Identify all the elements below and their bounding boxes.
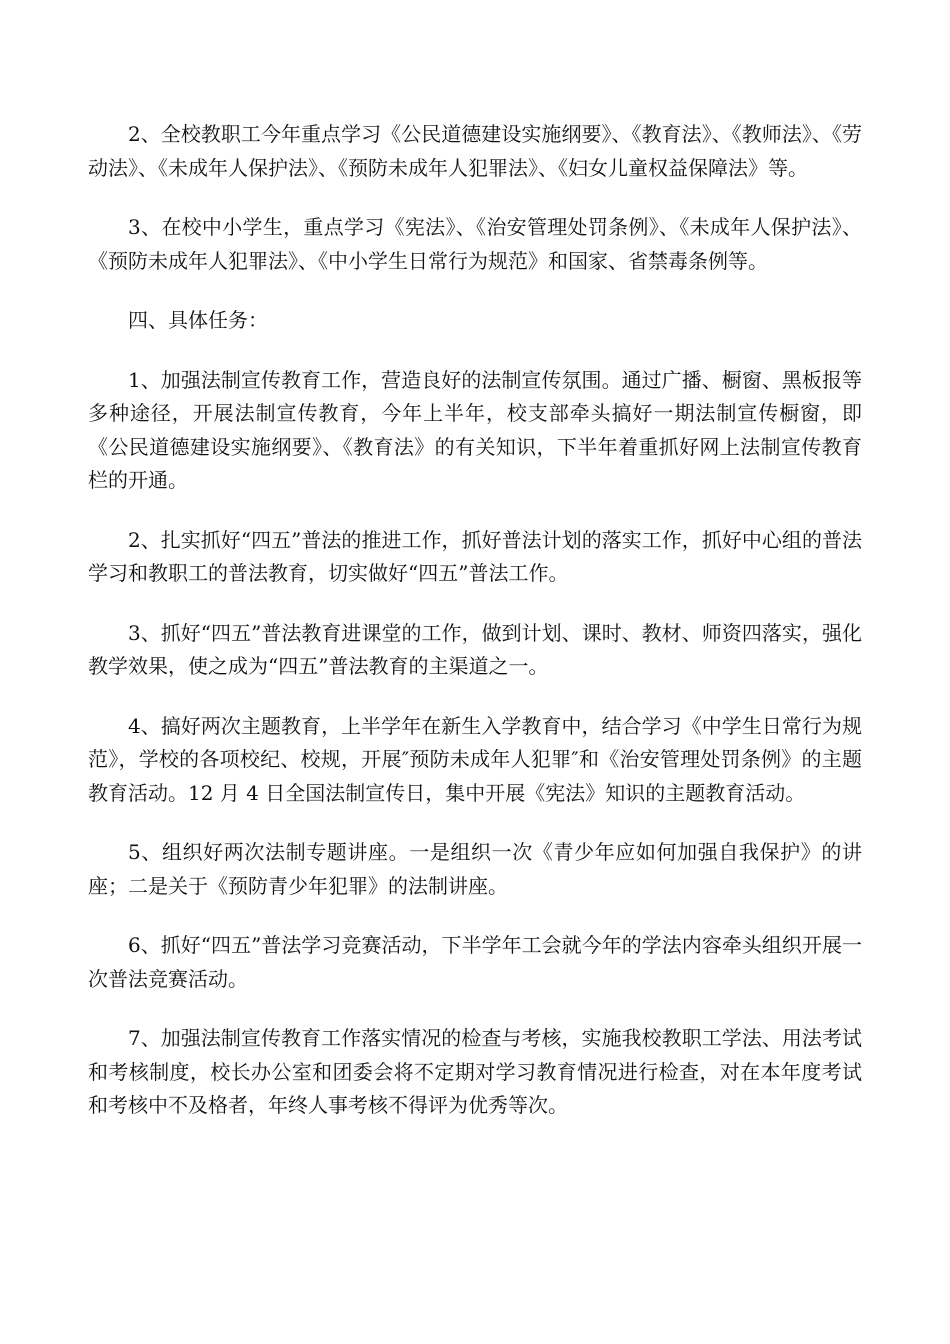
paragraph-task-7: 7、加强法制宣传教育工作落实情况的检查与考核，实施我校教职工学法、用法考试和考核制度，校长办公室和团委会将不定期对学习教育情况进行检查，对在本年度考试和考核中不及格者，年终人事考核不得评为优秀等次。 [88, 1026, 862, 1117]
paragraph-task-2: 2、扎实抓好“四五”普法的推进工作，抓好普法计划的落实工作，抓好中心组的普法学习和教职工的普法教育，切实做好“四五”普法工作。 [88, 527, 862, 585]
section-heading-tasks: 四、具体任务： [128, 308, 268, 332]
paragraph-student-study: 3、在校中小学生，重点学习《宪法》、《治安管理处罚条例》、《未成年人保护法》、《预防未成年人犯罪法》、《中小学生日常行为规范》和国家、省禁毒条例等。 [88, 215, 862, 273]
paragraph-task-5: 5、组织好两次法制专题讲座。一是组织一次《青少年应如何加强自我保护》的讲座；二是关于《预防青少年犯罪》的法制讲座。 [88, 840, 862, 898]
paragraph-task-4: 4、搞好两次主题教育，上半学年在新生入学教育中，结合学习《中学生日常行为规范》，学校的各项校纪、校规，开展″预防未成年人犯罪″和《治安管理处罚条例》的主题教育活动。12 月 4 日全国法制宣传日，集中开展《宪法》知识的主题教育活动。 [88, 713, 862, 805]
paragraph-task-6: 6、抓好“四五”普法学习竞赛活动，下半学年工会就今年的学法内容牵头组织开展一次普法竞赛活动。 [88, 933, 862, 991]
paragraph-staff-study: 2、全校教职工今年重点学习《公民道德建设实施纲要》、《教育法》、《教师法》、《劳动法》、《未成年人保护法》、《预防未成年人犯罪法》、《妇女儿童权益保障法》等。 [88, 122, 862, 180]
paragraph-task-1: 1、加强法制宣传教育工作，营造良好的法制宣传氛围。通过广播、橱窗、黑板报等多种途径，开展法制宣传教育，今年上半年，校支部牵头搞好一期法制宣传橱窗，即《公民道德建设实施纲要》、《教育法》的有关知识，下半年着重抓好网上法制宣传教育栏的开通。 [88, 367, 862, 492]
paragraph-task-3: 3、抓好“四五”普法教育进课堂的工作，做到计划、课时、教材、师资四落实，强化教学效果，使之成为“四五”普法教育的主渠道之一。 [88, 620, 862, 678]
